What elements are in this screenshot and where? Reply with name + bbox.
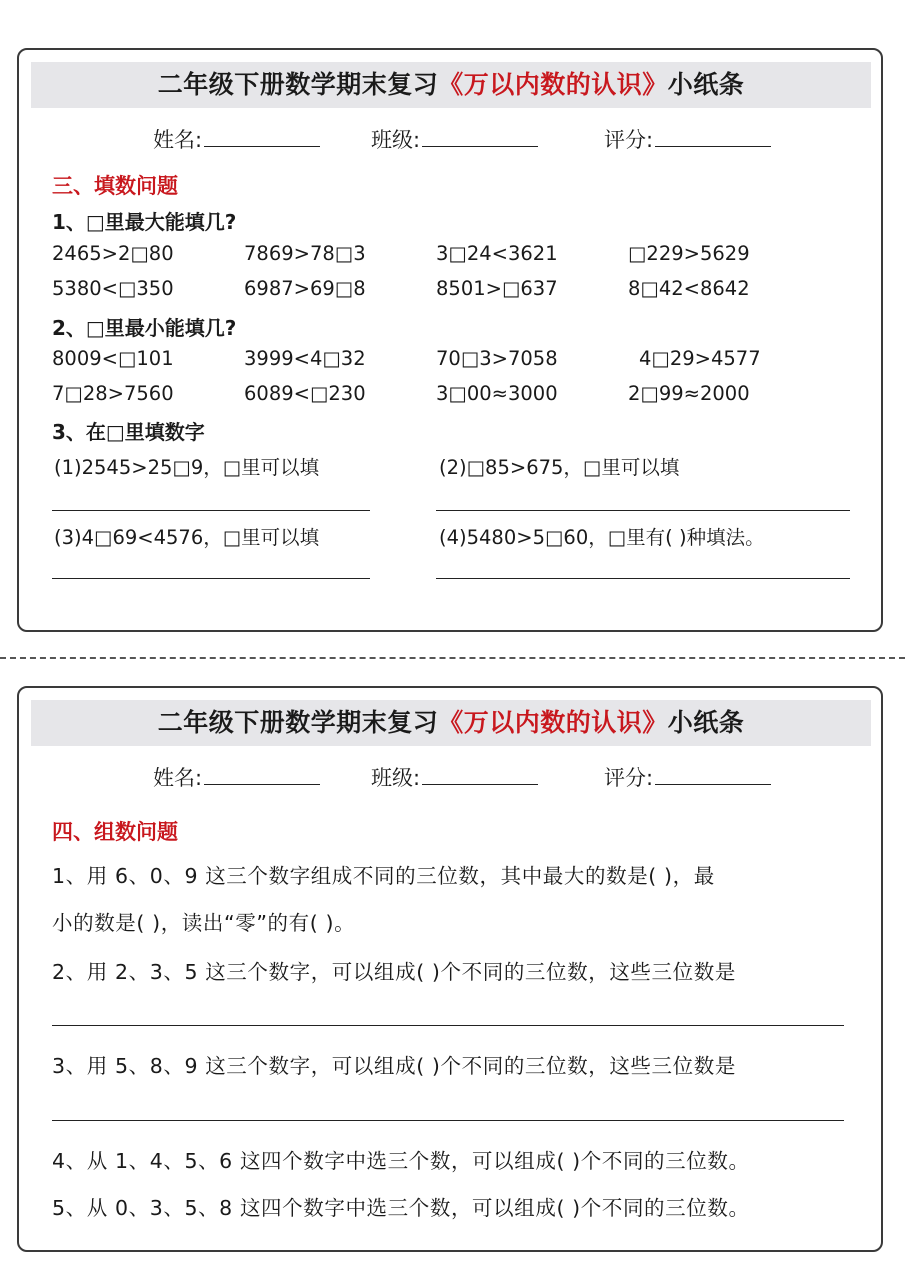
q2-item: 70□3>7058	[436, 347, 558, 370]
q1-item: 5380<□350	[52, 277, 174, 300]
question-1-label: 1、□里最大能填几?	[52, 210, 237, 234]
question-2-label: 2、□里最小能填几?	[52, 316, 237, 340]
title-suffix: 小纸条	[667, 70, 745, 99]
score-blank[interactable]	[655, 124, 771, 147]
name-label: 姓名:	[153, 766, 203, 790]
q1-item: 7869>78□3	[244, 242, 366, 265]
score-blank[interactable]	[655, 762, 771, 785]
score-label: 评分:	[604, 128, 654, 152]
score-label: 评分:	[604, 766, 654, 790]
worksheet-title	[31, 62, 871, 108]
question-line: 3、用 5、8、9 这三个数字，可以组成( )个不同的三位数，这些三位数是	[52, 1054, 736, 1078]
answer-line[interactable]	[52, 1120, 844, 1121]
class-field[interactable]	[371, 762, 538, 794]
student-info-row	[19, 124, 881, 156]
q3-item-1: (1)2545>25□9，□里可以填	[54, 456, 320, 479]
class-blank[interactable]	[422, 124, 538, 147]
q1-item: 3□24<3621	[436, 242, 558, 265]
answer-line[interactable]	[52, 578, 370, 579]
question-line: 小的数是( )，读出“零”的有( )。	[52, 911, 356, 935]
q2-item: 3□00≈3000	[436, 382, 558, 405]
q3-item-3: (3)4□69<4576，□里可以填	[54, 526, 320, 549]
q2-item: 7□28>7560	[52, 382, 174, 405]
class-label: 班级:	[371, 128, 421, 152]
title-topic: 《万以内数的认识》	[438, 70, 668, 99]
question-3-label: 3、在□里填数字	[52, 420, 205, 444]
title-suffix: 小纸条	[667, 708, 745, 737]
q1-item: 6987>69□8	[244, 277, 366, 300]
section-heading: 三、填数问题	[52, 174, 178, 198]
class-blank[interactable]	[422, 762, 538, 785]
q2-item: 4□29>4577	[639, 347, 761, 370]
name-field[interactable]	[153, 124, 320, 156]
worksheet-card-form-numbers	[17, 686, 883, 1252]
answer-line[interactable]	[52, 1025, 844, 1026]
cut-line	[0, 657, 905, 659]
class-field[interactable]	[371, 124, 538, 156]
worksheet-title	[31, 700, 871, 746]
name-blank[interactable]	[204, 762, 320, 785]
answer-line[interactable]	[436, 578, 850, 579]
name-label: 姓名:	[153, 128, 203, 152]
q2-item: 6089<□230	[244, 382, 366, 405]
question-line: 4、从 1、4、5、6 这四个数字中选三个数，可以组成( )个不同的三位数。	[52, 1149, 750, 1173]
name-blank[interactable]	[204, 124, 320, 147]
q3-item-2: (2)□85>675，□里可以填	[439, 456, 680, 479]
q2-item: 8009<□101	[52, 347, 174, 370]
name-field[interactable]	[153, 762, 320, 794]
q1-item: □229>5629	[628, 242, 750, 265]
q1-item: 8□42<8642	[628, 277, 750, 300]
answer-line[interactable]	[52, 510, 370, 511]
worksheet-card-fill-numbers	[17, 48, 883, 632]
question-line: 1、用 6、0、9 这三个数字组成不同的三位数，其中最大的数是( )，最	[52, 864, 715, 888]
score-field[interactable]	[604, 124, 771, 156]
section-heading: 四、组数问题	[52, 820, 178, 844]
title-main: 二年级下册数学期末复习	[157, 70, 439, 99]
q1-item: 8501>□637	[436, 277, 558, 300]
q1-item: 2465>2□80	[52, 242, 174, 265]
question-line: 5、从 0、3、5、8 这四个数字中选三个数，可以组成( )个不同的三位数。	[52, 1196, 750, 1220]
score-field[interactable]	[604, 762, 771, 794]
class-label: 班级:	[371, 766, 421, 790]
q3-item-4: (4)5480>5□60，□里有( )种填法。	[439, 526, 765, 549]
title-main: 二年级下册数学期末复习	[157, 708, 439, 737]
question-line: 2、用 2、3、5 这三个数字，可以组成( )个不同的三位数，这些三位数是	[52, 960, 736, 984]
answer-line[interactable]	[436, 510, 850, 511]
q2-item: 3999<4□32	[244, 347, 366, 370]
q2-item: 2□99≈2000	[628, 382, 750, 405]
student-info-row	[19, 762, 881, 794]
title-topic: 《万以内数的认识》	[438, 708, 668, 737]
